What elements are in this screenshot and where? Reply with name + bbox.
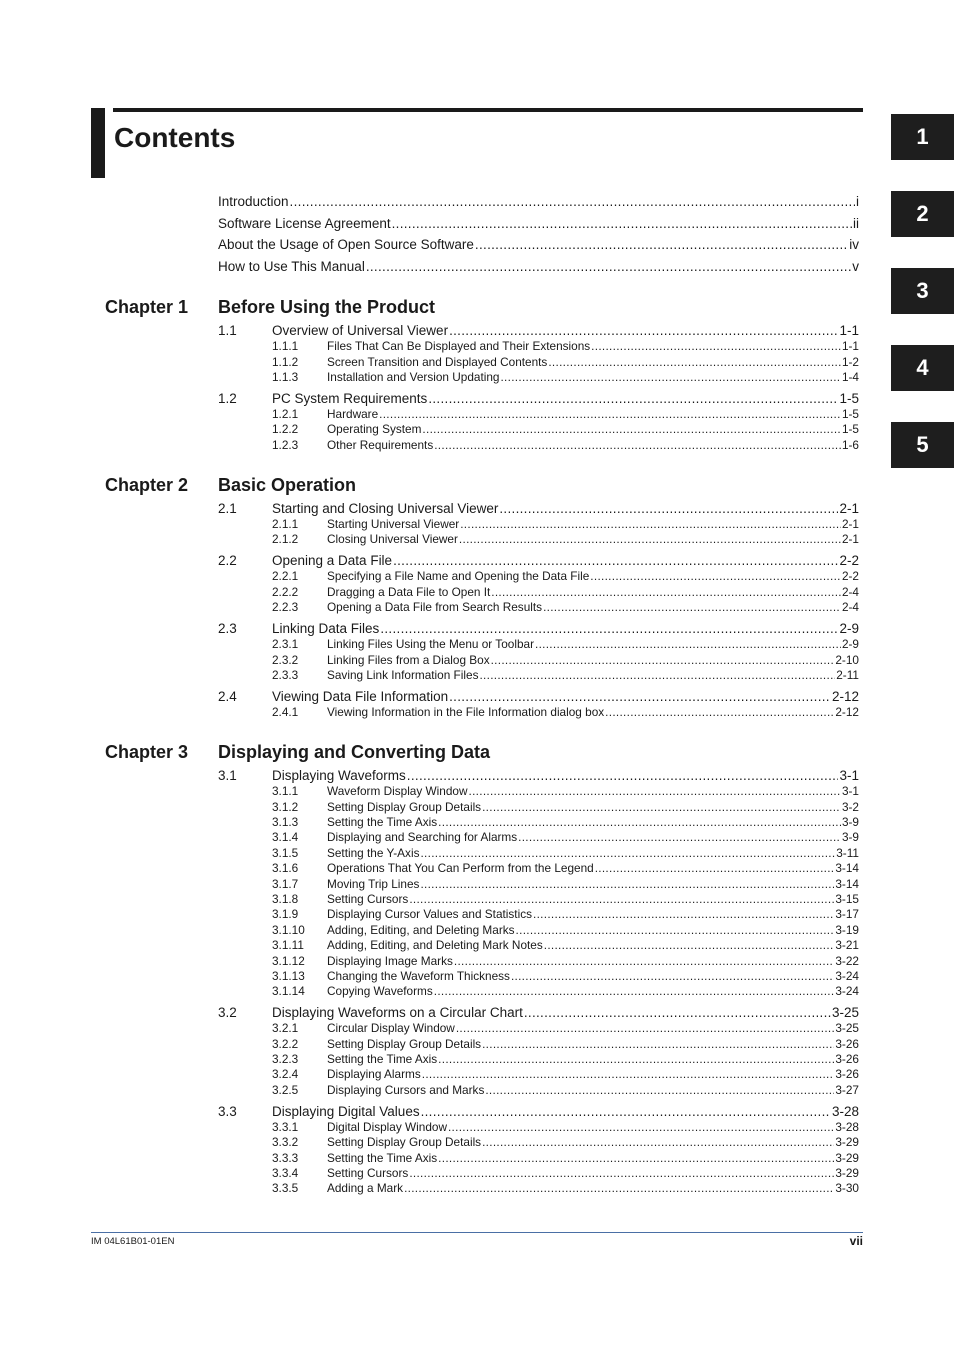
subsection-page: 3-24 [835, 969, 859, 983]
subsection-number: 3.2.5 [272, 1083, 299, 1097]
subsection-number: 1.2.2 [272, 422, 299, 436]
toc-subsection[interactable] [272, 339, 859, 354]
chapter-title[interactable]: Before Using the Product [218, 297, 436, 317]
chapter-tab-4[interactable]: 4 [891, 345, 954, 391]
toc-subsection[interactable] [272, 600, 859, 615]
leader-dots [438, 815, 841, 830]
leader-dots [543, 600, 841, 615]
leader-dots [516, 923, 835, 938]
subsection-page: 3-15 [835, 892, 859, 906]
toc-subsection[interactable] [272, 355, 859, 370]
toc-subsection[interactable] [272, 800, 859, 815]
toc-entry-open-source[interactable] [218, 236, 859, 254]
section-number: 2.2 [218, 553, 237, 568]
subsection-page: 3-14 [835, 861, 859, 875]
subsection-title: Installation and Version Updating [327, 370, 500, 384]
subsection-page: 3-17 [835, 907, 859, 921]
leader-dots [422, 1067, 835, 1082]
subsection-page: 1-5 [841, 422, 859, 436]
leader-dots [422, 422, 841, 437]
toc-subsection[interactable] [272, 861, 859, 876]
leader-dots [460, 517, 841, 532]
subsection-title: Setting Cursors [327, 892, 409, 906]
chapter-tab-2[interactable]: 2 [891, 191, 954, 237]
toc-subsection[interactable] [272, 1037, 859, 1052]
section-number: 3.3 [218, 1104, 237, 1119]
subsection-title: Adding, Editing, and Deleting Marks [327, 923, 515, 937]
toc-section[interactable] [218, 620, 859, 638]
subsection-page: 3-21 [835, 938, 859, 952]
section-title: Overview of Universal Viewer [272, 323, 449, 338]
subsection-title: Copying Waveforms [327, 984, 433, 998]
subsection-page: 3-14 [835, 877, 859, 891]
title-side-bar [91, 108, 105, 178]
subsection-title: Linking Files from a Dialog Box [327, 653, 490, 667]
section-title: Viewing Data File Information [272, 689, 449, 704]
leader-dots [499, 500, 838, 518]
subsection-number: 3.3.1 [272, 1120, 299, 1134]
subsection-page: 3-29 [835, 1135, 859, 1149]
chapter-tab-3[interactable]: 3 [891, 268, 954, 314]
leader-dots [449, 688, 831, 706]
toc-section[interactable] [218, 1103, 859, 1121]
section-number: 1.1 [218, 323, 237, 338]
leader-dots [591, 339, 841, 354]
section-page: 3-25 [831, 1005, 859, 1020]
page-number: vii [849, 1234, 863, 1248]
leader-dots [448, 1120, 834, 1135]
leader-dots [590, 569, 841, 584]
chapter-tab-5[interactable]: 5 [891, 422, 954, 468]
leader-dots [482, 1037, 834, 1052]
leader-dots [409, 1166, 834, 1181]
toc-subsection[interactable] [272, 1181, 859, 1196]
leader-dots [434, 438, 841, 453]
toc-subsection[interactable] [272, 784, 859, 799]
subsection-page: 1-5 [841, 407, 859, 421]
toc-subsection[interactable] [272, 438, 859, 453]
section-page: 2-2 [839, 553, 859, 568]
toc-subsection[interactable] [272, 907, 859, 922]
subsection-title: Specifying a File Name and Opening the Data File [327, 569, 590, 583]
leader-dots [456, 1021, 835, 1036]
leader-dots [434, 984, 835, 999]
subsection-number: 3.1.9 [272, 907, 299, 921]
section-number: 3.2 [218, 1005, 237, 1020]
leader-dots [491, 585, 841, 600]
subsection-page: 1-4 [841, 370, 859, 384]
toc-subsection[interactable] [272, 637, 859, 652]
subsection-number: 2.3.2 [272, 653, 299, 667]
toc-entry-title: How to Use This Manual [218, 259, 365, 274]
section-page: 3-1 [839, 768, 859, 783]
chapter-label: Chapter 2 [105, 475, 189, 495]
subsection-title: Changing the Waveform Thickness [327, 969, 510, 983]
subsection-title: Digital Display Window [327, 1120, 447, 1134]
toc-section[interactable] [218, 552, 859, 570]
subsection-page: 2-12 [835, 705, 859, 719]
section-page: 1-1 [839, 323, 859, 338]
subsection-number: 3.1.11 [272, 938, 304, 952]
subsection-title: Setting the Time Axis [327, 1151, 438, 1165]
subsection-number: 1.1.3 [272, 370, 299, 384]
subsection-page: 3-27 [835, 1083, 859, 1097]
subsection-number: 3.1.8 [272, 892, 299, 906]
leader-dots [491, 653, 835, 668]
leader-dots [605, 705, 834, 720]
subsection-number: 3.1.13 [272, 969, 305, 983]
subsection-title: Setting Display Group Details [327, 800, 482, 814]
section-page: 2-9 [839, 621, 859, 636]
leader-dots [485, 1083, 834, 1098]
subsection-page: 2-1 [841, 532, 859, 546]
leader-dots [475, 236, 848, 254]
subsection-page: 3-29 [835, 1151, 859, 1165]
subsection-page: 3-2 [841, 800, 859, 814]
subsection-number: 3.1.2 [272, 800, 299, 814]
toc-subsection[interactable] [272, 1135, 859, 1150]
subsection-page: 3-29 [835, 1166, 859, 1180]
subsection-title: Displaying Image Marks [327, 954, 453, 968]
subsection-title: Displaying Cursor Values and Statistics [327, 907, 533, 921]
subsection-title: Adding a Mark [327, 1181, 404, 1195]
leader-dots [380, 620, 838, 638]
leader-dots [511, 969, 834, 984]
toc-subsection[interactable] [272, 1166, 859, 1181]
toc-section[interactable] [218, 1004, 859, 1022]
subsection-title: Displaying Alarms [327, 1067, 421, 1081]
subsection-title: Setting Display Group Details [327, 1135, 482, 1149]
subsection-number: 3.1.1 [272, 784, 299, 798]
subsection-title: Waveform Display Window [327, 784, 468, 798]
section-title: Displaying Digital Values [272, 1104, 420, 1119]
subsection-title: Operations That You Can Perform from the Legend [327, 861, 594, 875]
section-page: 2-12 [831, 689, 859, 704]
section-title: Starting and Closing Universal Viewer [272, 501, 499, 516]
subsection-number: 1.2.3 [272, 438, 299, 452]
subsection-title: Closing Universal Viewer [327, 532, 458, 546]
toc-subsection[interactable] [272, 407, 859, 422]
chapter-label: Chapter 3 [105, 742, 189, 762]
toc-subsection[interactable] [272, 1021, 859, 1036]
leader-dots [469, 784, 841, 799]
subsection-number: 3.3.4 [272, 1166, 299, 1180]
subsection-title: Setting the Time Axis [327, 815, 438, 829]
leader-dots [544, 938, 835, 953]
toc-section[interactable] [218, 767, 859, 785]
toc-subsection[interactable] [272, 892, 859, 907]
toc-entry-page: i [856, 194, 859, 209]
subsection-number: 3.1.10 [272, 923, 305, 937]
section-page: 2-1 [839, 501, 859, 516]
chapter-label: Chapter 1 [105, 297, 189, 317]
leader-dots [535, 637, 841, 652]
toc-entry-how-to-use[interactable] [218, 258, 859, 276]
subsection-number: 2.1.1 [272, 517, 299, 531]
leader-dots [428, 390, 838, 408]
subsection-number: 1.2.1 [272, 407, 299, 421]
subsection-title: Adding, Editing, and Deleting Mark Notes [327, 938, 543, 952]
toc-section[interactable] [218, 322, 859, 340]
leader-dots [392, 215, 852, 233]
toc-subsection[interactable] [272, 954, 859, 969]
subsection-page: 3-26 [835, 1037, 859, 1051]
subsection-number: 3.2.1 [272, 1021, 299, 1035]
subsection-number: 2.4.1 [272, 705, 299, 719]
leader-dots [533, 907, 834, 922]
leader-dots [290, 193, 855, 211]
chapter-title[interactable]: Displaying and Converting Data [218, 742, 491, 762]
leader-dots [393, 552, 838, 570]
subsection-page: 3-30 [835, 1181, 859, 1195]
subsection-page: 2-4 [841, 600, 859, 614]
leader-dots [459, 532, 841, 547]
subsection-page: 1-6 [841, 438, 859, 452]
subsection-number: 3.3.2 [272, 1135, 299, 1149]
subsection-number: 3.1.5 [272, 846, 299, 860]
document-id: IM 04L61B01-01EN [91, 1236, 175, 1247]
leader-dots [366, 258, 851, 276]
section-title: Displaying Waveforms [272, 768, 406, 783]
subsection-title: Linking Files Using the Menu or Toolbar [327, 637, 534, 651]
toc-subsection[interactable] [272, 1083, 859, 1098]
subsection-page: 3-1 [841, 784, 859, 798]
toc-subsection[interactable] [272, 984, 859, 999]
toc-subsection[interactable] [272, 1151, 859, 1166]
toc-subsection[interactable] [272, 1067, 859, 1082]
subsection-page: 3-9 [841, 830, 859, 844]
subsection-page: 2-1 [841, 517, 859, 531]
leader-dots [420, 877, 834, 892]
footer-rule [91, 1232, 863, 1233]
subsection-page: 2-2 [841, 569, 859, 583]
subsection-title: Files That Can Be Displayed and Their Extensions [327, 339, 591, 353]
subsection-number: 3.1.4 [272, 830, 299, 844]
leader-dots [595, 861, 835, 876]
leader-dots [379, 407, 841, 422]
toc-entry-software-license[interactable] [218, 215, 859, 233]
leader-dots [524, 1004, 831, 1022]
subsection-page: 1-2 [841, 355, 859, 369]
page-title: Contents [114, 122, 236, 153]
section-number: 2.1 [218, 501, 237, 516]
toc-entry-title: Software License Agreement [218, 216, 391, 231]
subsection-title: Setting Cursors [327, 1166, 409, 1180]
toc-subsection[interactable] [272, 938, 859, 953]
title-top-rule [113, 108, 863, 112]
subsection-number: 1.1.2 [272, 355, 299, 369]
toc-subsection[interactable] [272, 370, 859, 385]
section-title: Opening a Data File [272, 553, 393, 568]
chapter-tab-1[interactable]: 1 [891, 114, 954, 160]
leader-dots [409, 892, 834, 907]
leader-dots [404, 1181, 834, 1196]
subsection-page: 2-4 [841, 585, 859, 599]
toc-subsection[interactable] [272, 846, 859, 861]
leader-dots [518, 830, 841, 845]
subsection-number: 3.1.3 [272, 815, 299, 829]
subsection-page: 3-26 [835, 1067, 859, 1081]
subsection-number: 2.1.2 [272, 532, 299, 546]
subsection-title: Screen Transition and Displayed Contents [327, 355, 548, 369]
leader-dots [454, 954, 834, 969]
leader-dots [449, 322, 838, 340]
subsection-page: 1-1 [841, 339, 859, 353]
leader-dots [500, 370, 840, 385]
toc-subsection[interactable] [272, 585, 859, 600]
subsection-page: 3-24 [835, 984, 859, 998]
subsection-page: 3-22 [835, 954, 859, 968]
toc-subsection[interactable] [272, 668, 859, 683]
subsection-number: 3.1.6 [272, 861, 299, 875]
toc-subsection[interactable] [272, 1120, 859, 1135]
leader-dots [420, 846, 835, 861]
section-title: PC System Requirements [272, 391, 428, 406]
subsection-title: Hardware [327, 407, 379, 421]
subsection-title: Moving Trip Lines [327, 877, 420, 891]
subsection-number: 3.2.3 [272, 1052, 299, 1066]
subsection-title: Setting Display Group Details [327, 1037, 482, 1051]
subsection-number: 3.3.5 [272, 1181, 299, 1195]
toc-subsection[interactable] [272, 877, 859, 892]
toc-entry-page: v [852, 259, 859, 274]
subsection-number: 2.3.3 [272, 668, 299, 682]
section-number: 2.3 [218, 621, 237, 636]
toc-entry-introduction[interactable] [218, 193, 859, 211]
subsection-page: 2-10 [835, 653, 859, 667]
subsection-page: 3-19 [835, 923, 859, 937]
subsection-title: Circular Display Window [327, 1021, 455, 1035]
subsection-page: 3-11 [836, 846, 859, 860]
toc-section[interactable] [218, 390, 859, 408]
section-number: 1.2 [218, 391, 237, 406]
toc-entry-title: Introduction [218, 194, 289, 209]
subsection-title: Setting the Time Axis [327, 1052, 438, 1066]
subsection-title: Starting Universal Viewer [327, 517, 460, 531]
subsection-number: 3.1.7 [272, 877, 299, 891]
subsection-number: 2.2.1 [272, 569, 299, 583]
subsection-page: 3-9 [841, 815, 859, 829]
leader-dots [482, 800, 841, 815]
subsection-page: 3-26 [835, 1052, 859, 1066]
subsection-title: Opening a Data File from Search Results [327, 600, 543, 614]
toc-subsection[interactable] [272, 815, 859, 830]
subsection-number: 3.1.12 [272, 954, 305, 968]
subsection-number: 3.1.14 [272, 984, 305, 998]
section-title: Displaying Waveforms on a Circular Chart [272, 1005, 523, 1020]
toc-entry-title: About the Usage of Open Source Software [218, 237, 474, 252]
section-page: 3-28 [831, 1104, 859, 1119]
subsection-title: Displaying Cursors and Marks [327, 1083, 485, 1097]
toc-entry-page: ii [853, 216, 859, 231]
subsection-number: 2.2.3 [272, 600, 299, 614]
toc-subsection[interactable] [272, 923, 859, 938]
subsection-number: 2.2.2 [272, 585, 299, 599]
subsection-title: Displaying and Searching for Alarms [327, 830, 518, 844]
section-number: 3.1 [218, 768, 237, 783]
subsection-page: 2-11 [836, 668, 859, 682]
subsection-number: 1.1.1 [272, 339, 299, 353]
section-number: 2.4 [218, 689, 237, 704]
toc-subsection[interactable] [272, 517, 859, 532]
section-page: 1-5 [839, 391, 859, 406]
subsection-page: 3-28 [835, 1120, 859, 1134]
leader-dots [438, 1052, 834, 1067]
toc-entry-page: iv [849, 237, 859, 252]
toc-subsection[interactable] [272, 532, 859, 547]
toc-section[interactable] [218, 500, 859, 518]
subsection-title: Dragging a Data File to Open It [327, 585, 491, 599]
section-title: Linking Data Files [272, 621, 380, 636]
subsection-title: Viewing Information in the File Information dialog box [327, 705, 605, 719]
toc-subsection[interactable] [272, 830, 859, 845]
subsection-title: Other Requirements [327, 438, 434, 452]
leader-dots [548, 355, 841, 370]
leader-dots [407, 767, 839, 785]
toc-subsection[interactable] [272, 653, 859, 668]
subsection-page: 2-9 [841, 637, 859, 651]
toc-subsection[interactable] [272, 1052, 859, 1067]
toc-subsection[interactable] [272, 422, 859, 437]
subsection-page: 3-25 [835, 1021, 859, 1035]
leader-dots [438, 1151, 834, 1166]
subsection-number: 3.2.2 [272, 1037, 299, 1051]
subsection-number: 3.3.3 [272, 1151, 299, 1165]
leader-dots [421, 1103, 831, 1121]
toc-section[interactable] [218, 688, 859, 706]
subsection-title: Setting the Y-Axis [327, 846, 420, 860]
toc-subsection[interactable] [272, 569, 859, 584]
toc-subsection[interactable] [272, 705, 859, 720]
subsection-number: 2.3.1 [272, 637, 299, 651]
subsection-title: Operating System [327, 422, 422, 436]
toc-subsection[interactable] [272, 969, 859, 984]
leader-dots [482, 1135, 834, 1150]
subsection-title: Saving Link Information Files [327, 668, 479, 682]
chapter-title[interactable]: Basic Operation [218, 475, 357, 495]
leader-dots [479, 668, 835, 683]
subsection-number: 3.2.4 [272, 1067, 299, 1081]
